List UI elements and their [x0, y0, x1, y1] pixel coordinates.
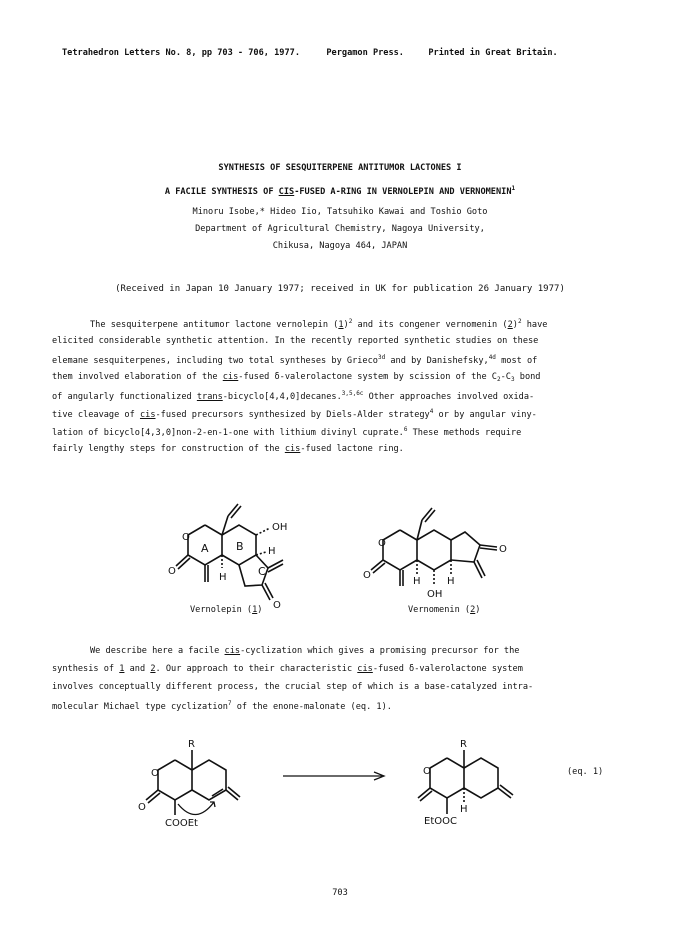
vernomenin-o3: O — [499, 544, 507, 555]
affiliation-line-2: Chikusa, Nagoya 464, JAPAN — [272, 241, 408, 251]
vernomenin-caption: Vernomenin (2) — [408, 605, 481, 615]
para1-line3: elemane sesquiterpenes, including two total syntheses by Grieco$^{3d}$ and by Danishefsky,$^{4d}$ most of — [52, 354, 538, 366]
product-ester: EtOOC — [424, 816, 457, 827]
reaction-arrow — [283, 772, 384, 780]
vernolepin-o2: O — [168, 566, 176, 577]
title-line-2: A FACILE SYNTHESIS OF CIS-FUSED A-RING IN VERNOLEPIN AND VERNOMENIN$^1$ — [164, 185, 516, 197]
para2-line2: synthesis of 1 and 2. Our approach to their characteristic cis-fused δ-valerolactone system — [52, 664, 523, 674]
vernolepin-structure — [176, 504, 283, 600]
reactant-r: R — [188, 739, 195, 750]
ring-a-label: A — [201, 542, 209, 555]
reactant-o1: O — [151, 768, 159, 779]
product-o1: O — [423, 766, 431, 777]
reactant-structure — [146, 750, 240, 815]
vernomenin-h1: H — [413, 576, 421, 587]
journal-citation: Tetrahedron Letters No. 8, pp 703 - 706, 1977. — [62, 48, 300, 58]
vernolepin-o3: O — [273, 600, 281, 611]
equation-number: (eq. 1) — [567, 767, 604, 777]
page-number: 703 — [332, 888, 348, 898]
product-h: H — [460, 804, 468, 815]
vernomenin-o2: O — [363, 570, 371, 581]
vernomenin-structure — [371, 508, 497, 586]
para1-line6: tive cleavage of cis-fused precursors synthesized by Diels-Alder strategy$^4$ or by angular viny- — [52, 408, 537, 420]
para1-line7: lation of bicyclo[4,3,0]non-2-en-1-one with lithium divinyl cuprate.$^6$ These methods require — [52, 426, 522, 438]
para1-line2: elicited considerable synthetic attention. In the recently reported synthetic studies on these — [52, 336, 539, 346]
vernolepin-o1: O — [182, 532, 190, 543]
vernolepin-oh: OH — [272, 522, 288, 533]
vernomenin-oh: OH — [427, 589, 443, 600]
ring-b-label: B — [236, 540, 244, 553]
printed-location: Printed in Great Britain. — [428, 48, 558, 58]
para2-line4: molecular Michael type cyclization$^7$ of the enone-malonate (eq. 1). — [52, 700, 392, 712]
equation-1-figure — [0, 730, 680, 840]
affiliation-line-1: Department of Agricultural Chemistry, Nagoya University, — [195, 224, 485, 234]
publisher: Pergamon Press. — [326, 48, 404, 58]
para2-line1: We describe here a facile cis-cyclization which gives a promising precursor for the — [90, 646, 520, 656]
vernolepin-h1: H — [219, 572, 227, 583]
product-r: R — [460, 739, 467, 750]
para1-line8: fairly lengthy steps for construction of the cis-fused lactone ring. — [52, 444, 404, 454]
title-line-1: SYNTHESIS OF SESQUITERPENE ANTITUMOR LACTONES I — [218, 163, 462, 173]
vernomenin-o1: O — [378, 538, 386, 549]
reactant-o2: O — [138, 802, 146, 813]
para1-line1: The sesquiterpene antitumor lactone vernolepin $(1)^2$ and its congener vernomenin $(2)^2$ have — [90, 318, 548, 330]
reactant-ester: COOEt — [165, 818, 198, 829]
ring-c-label: C — [258, 565, 266, 578]
para1-line5: of angularly functionalized trans-bicyclo[4,4,0]decanes.$^{3,5,6c}$ Other approaches involved oxida- — [52, 390, 535, 402]
vernolepin-caption: Vernolepin (1) — [190, 605, 263, 615]
para2-line3: involves conceptually different process, the crucial step of which is a base-catalyzed intra- — [52, 682, 534, 692]
author-list: Minoru Isobe,* Hideo Iio, Tatsuhiko Kawai and Toshio Goto — [192, 207, 488, 217]
running-header — [62, 48, 558, 58]
reactant-labels — [138, 739, 198, 829]
structures-figure — [0, 490, 680, 620]
vernolepin-h2: H — [268, 546, 276, 557]
vernomenin-h2: H — [447, 576, 455, 587]
para1-line4: them involved elaboration of the cis-fused δ-valerolactone system by scission of the $C_2-C_3$ bond — [52, 372, 541, 383]
received-dates: (Received in Japan 10 January 1977; received in UK for publication 26 January 1977) — [115, 284, 565, 294]
